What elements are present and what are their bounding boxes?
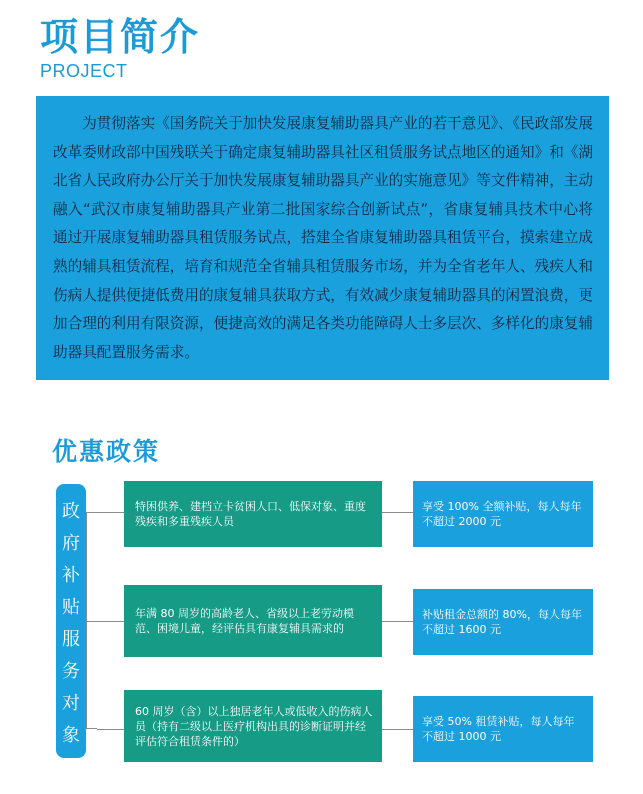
subsidy-box-row-3 <box>413 696 593 762</box>
target-box-row-1 <box>124 481 382 547</box>
target-text: 60 周岁（含）以上独居老年人或低收入的伤病人员（持有二级以上医疗机构出具的诊断证明并经评估符合租赁条件的） <box>135 704 373 748</box>
section-title-project: 项目简介 <box>40 15 201 59</box>
category-char: 务 <box>62 661 80 682</box>
subsidy-box-row-2 <box>413 589 593 655</box>
subsidy-text: 补贴租金总额的 80%，每人每年不超过 1600 元 <box>422 607 582 636</box>
subsidy-text: 享受 50% 租赁补贴，每人每年不超过 1000 元 <box>422 714 575 743</box>
row-link-line <box>382 729 413 730</box>
target-text: 特困供养、建档立卡贫困人口、低保对象、重度残疾和多重残疾人员 <box>135 500 366 528</box>
row-link-line <box>382 621 413 622</box>
category-char: 服 <box>62 629 80 650</box>
category-char: 象 <box>62 725 80 746</box>
row-link-line <box>382 512 413 513</box>
section-subtitle-project: PROJECT <box>40 61 128 81</box>
category-char: 府 <box>62 533 80 554</box>
intro-paragraph: 为贯彻落实《国务院关于加快发展康复辅助器具产业的若干意见》、《民政部发展改革委财政部中国残联关于确定康复辅助器具社区租赁服务试点地区的通知》和《湖北省人民政府办公厅关于加快发展康复辅助器具产业的实施意见》等文件精神，主动融入“武汉市康复辅助器具产业第二批国家综合创新试点”，省康复辅具技术中心将通过开展康复辅助器具租赁服务试点，搭建全省康复辅助器具租赁平台，摸索建立成熟的辅具租赁流程，培育和规范全省辅具租赁服务市场，并为全省老年人、残疾人和伤病人提供便捷低费用的康复辅具获取方式，有效减少康复辅助器具的闲置浪费，更加合理的利用有限资源，便捷高效的满足各类功能障碍人士多层次、多样化的康复辅助器具配置服务需求。 <box>53 115 593 361</box>
category-char: 对 <box>62 693 80 714</box>
category-label-bar <box>56 484 86 758</box>
target-box-row-3 <box>124 690 382 762</box>
subsidy-text: 享受 100% 全额补贴，每人每年不超过 2000 元 <box>422 499 582 528</box>
target-text: 年满 80 周岁的高龄老人、省级以上老劳动模范、困境儿童，经评估具有康复辅具需求的 <box>135 607 354 635</box>
row-connector <box>97 621 124 622</box>
section-title-policy: 优惠政策 <box>52 437 161 466</box>
intro-panel <box>36 96 609 380</box>
category-char: 贴 <box>62 597 80 618</box>
row-connector <box>97 729 124 730</box>
category-char: 补 <box>62 565 80 586</box>
bracket-connector-mid <box>86 621 97 622</box>
subsidy-box-row-1 <box>413 481 593 547</box>
category-char: 政 <box>62 501 80 522</box>
target-box-row-2 <box>124 585 382 657</box>
row-connector <box>97 512 124 513</box>
